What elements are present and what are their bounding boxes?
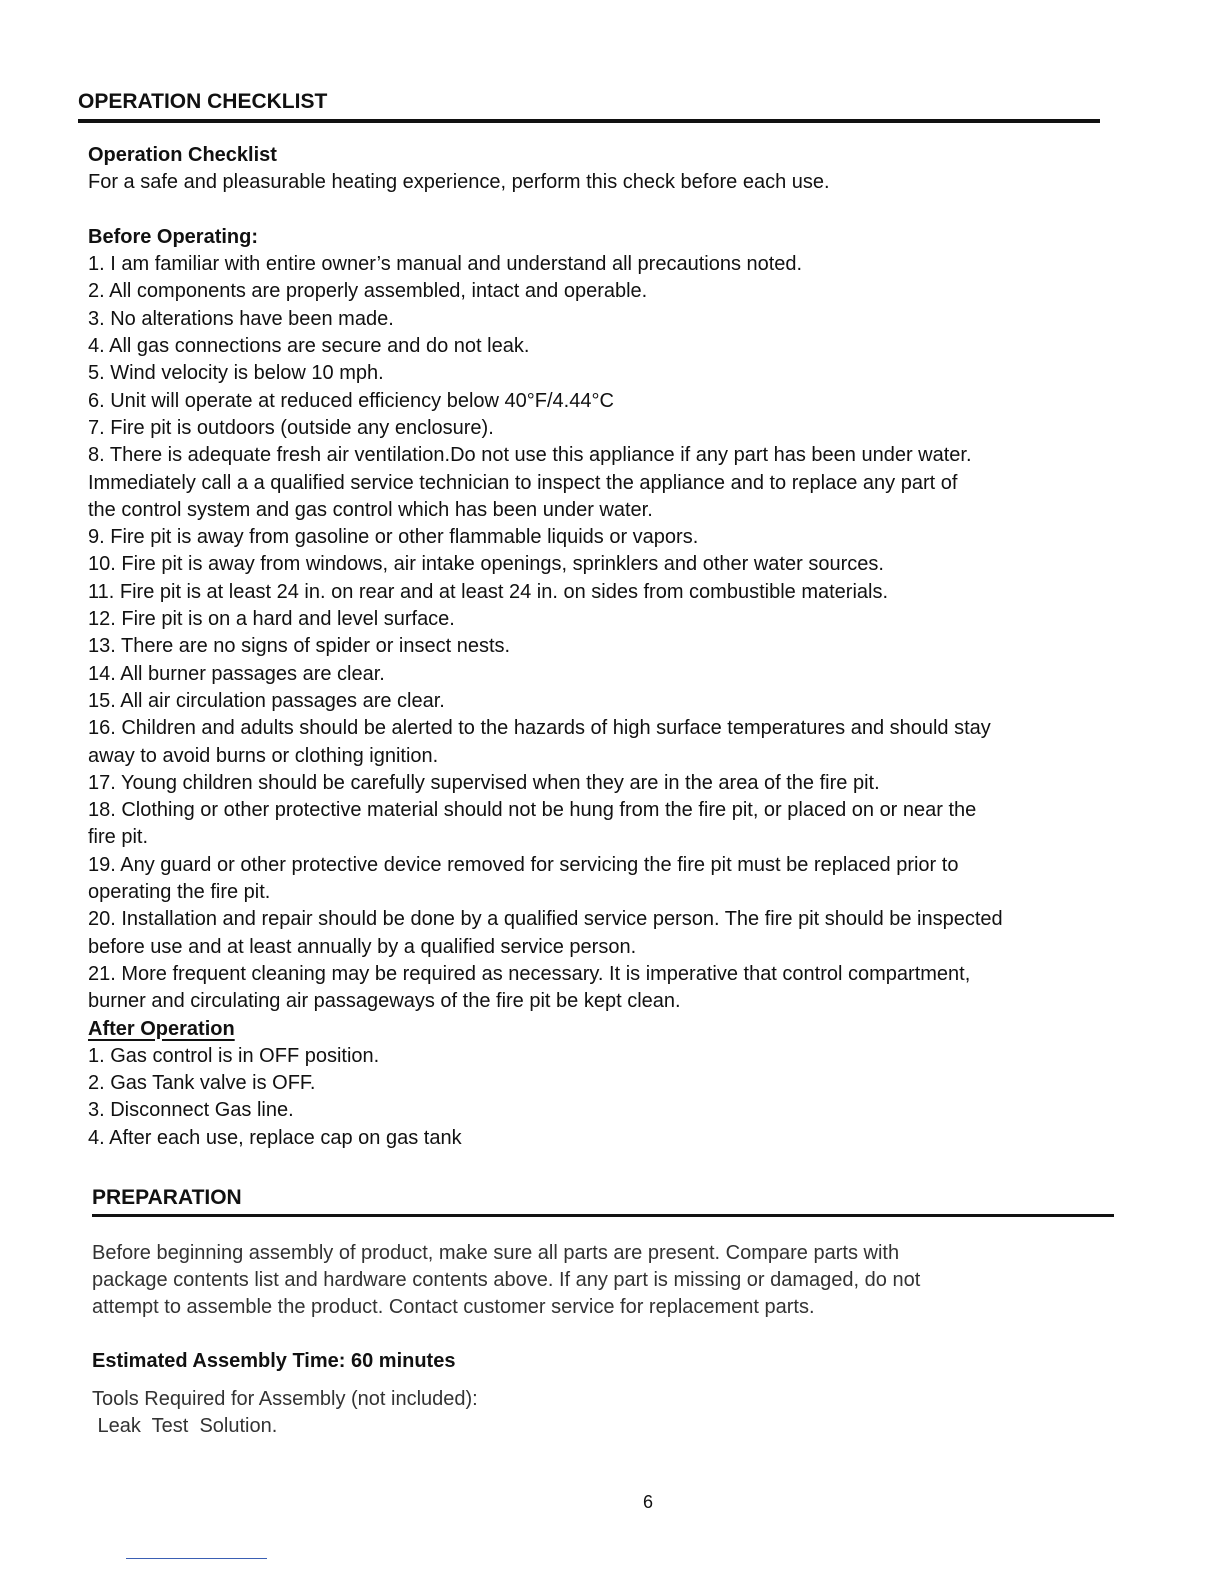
checklist-line: 18. Clothing or other protective material should not be hung from the fire pit, or placed on or near the — [88, 799, 977, 822]
checklist-line: 1. Gas control is in OFF position. — [88, 1044, 380, 1067]
checklist-line: operating the fire pit. — [88, 881, 271, 904]
page-number: 6 — [642, 1492, 653, 1512]
checklist-line: 6. Unit will operate at reduced efficiency below 40°F/4.44°C — [88, 389, 614, 412]
section-title-operation-checklist: OPERATION CHECKLIST — [78, 90, 328, 113]
checklist-line: 3. Disconnect Gas line. — [88, 1099, 294, 1122]
checklist-line: 19. Any guard or other protective device removed for servicing the fire pit must be replaced prior to — [88, 853, 959, 876]
checklist-line: 10. Fire pit is away from windows, air intake openings, sprinklers and other water sources. — [88, 553, 884, 576]
checklist-line: 21. More frequent cleaning may be required as necessary. It is imperative that control compartment, — [88, 962, 971, 985]
checklist-line: away to avoid burns or clothing ignition. — [88, 744, 439, 767]
checklist-line: 20. Installation and repair should be done by a qualified service person. The fire pit should be inspected — [88, 908, 1003, 931]
after-operation-list — [88, 1043, 1148, 1152]
checklist-line: 8. There is adequate fresh air ventilation.Do not use this appliance if any part has been under water. — [88, 444, 972, 467]
tools-required-item: Leak Test Solution. — [92, 1415, 278, 1437]
checklist-line: 2. Gas Tank valve is OFF. — [88, 1072, 316, 1095]
checklist-line: 12. Fire pit is on a hard and level surface. — [88, 608, 455, 631]
checklist-line: Immediately call a a qualified service technician to inspect the appliance and to replace any part of — [88, 471, 958, 494]
checklist-line: 4. After each use, replace cap on gas tank — [88, 1126, 462, 1149]
checklist-line: attempt to assemble the product. Contact customer service for replacement parts. — [92, 1296, 815, 1318]
checklist-line: 16. Children and adults should be alerted to the hazards of high surface temperatures and should stay — [88, 717, 991, 740]
checklist-line: before use and at least annually by a qualified service person. — [88, 935, 637, 958]
before-operating-heading: Before Operating: — [88, 225, 259, 248]
checklist-line: 13. There are no signs of spider or insect nests. — [88, 635, 511, 658]
footer-link-underline — [126, 1558, 267, 1559]
tools-required-label: Tools Required for Assembly (not included): — [92, 1388, 478, 1410]
checklist-line: 15. All air circulation passages are clear. — [88, 689, 445, 712]
before-operating-list — [88, 251, 1148, 1015]
checklist-line: the control system and gas control which has been under water. — [88, 498, 653, 521]
checklist-line: 7. Fire pit is outdoors (outside any enclosure). — [88, 416, 494, 439]
checklist-line: Before beginning assembly of product, make sure all parts are present. Compare parts with — [92, 1242, 900, 1264]
subsection-heading: Operation Checklist — [88, 144, 277, 166]
section-title-preparation: PREPARATION — [92, 1186, 242, 1209]
checklist-line: 14. All burner passages are clear. — [88, 662, 385, 685]
checklist-line: burner and circulating air passageways of the fire pit be kept clean. — [88, 990, 681, 1013]
checklist-line: fire pit. — [88, 826, 149, 849]
checklist-line: 17. Young children should be carefully supervised when they are in the area of the fire pit. — [88, 771, 880, 794]
checklist-line: 4. All gas connections are secure and do not leak. — [88, 335, 530, 358]
checklist-line: 11. Fire pit is at least 24 in. on rear and at least 24 in. on sides from combustible materials. — [88, 580, 889, 603]
assembly-time: Estimated Assembly Time: 60 minutes — [92, 1350, 456, 1372]
checklist-line: 5. Wind velocity is below 10 mph. — [88, 362, 384, 385]
section-divider — [78, 119, 1100, 123]
intro-text: For a safe and pleasurable heating experience, perform this check before each use. — [88, 171, 830, 194]
checklist-line: 9. Fire pit is away from gasoline or other flammable liquids or vapors. — [88, 526, 699, 549]
preparation-paragraph — [92, 1240, 1152, 1321]
after-operation-heading: After Operation — [88, 1017, 235, 1040]
checklist-line: package contents list and hardware contents above. If any part is missing or damaged, do not — [92, 1269, 921, 1291]
checklist-line: 2. All components are properly assembled, intact and operable. — [88, 280, 648, 303]
checklist-line: 1. I am familiar with entire owner’s manual and understand all precautions noted. — [88, 253, 803, 276]
section-divider — [92, 1214, 1114, 1217]
checklist-line: 3. No alterations have been made. — [88, 307, 394, 330]
operation-checklist-body — [88, 142, 1148, 1152]
